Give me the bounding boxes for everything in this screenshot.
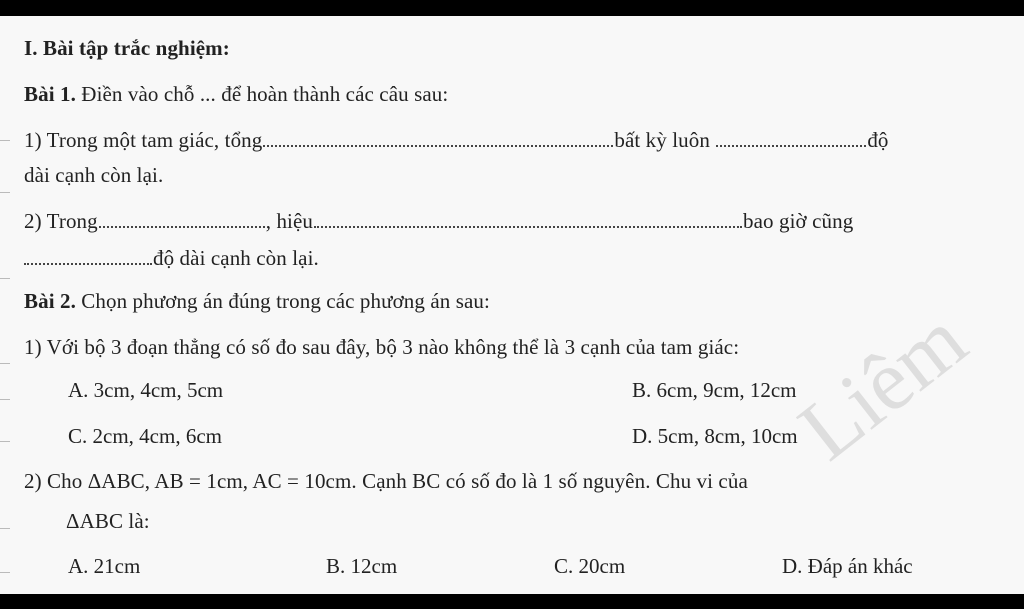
blank-field[interactable] [24,262,152,265]
bai2-q2-text: 2) Cho ΔABC, AB = 1cm, AC = 10cm. Cạnh BC có số đo là 1 số nguyên. Chu vi của [24,469,748,493]
bai1-label: Bài 1. [24,82,76,106]
margin-tick [0,572,10,573]
q2-text-c: bao giờ cũng [743,209,854,233]
margin-tick [0,278,10,279]
bai2-q2-option-c[interactable]: C. 20cm [554,554,626,578]
blank-field[interactable] [716,144,866,147]
q1-text-c: độ [867,128,889,152]
bai2-instruction: Chọn phương án đúng trong các phương án sau: [75,289,490,313]
bai1-q2-line1 [24,208,853,234]
q1-text-a: 1) Trong một tam giác, tổng [24,128,263,152]
bai1-instruction: Điền vào chỗ ... để hoàn thành các câu sau: [75,82,449,106]
q1-text-b: bất kỳ luôn [614,128,716,152]
bai1-q2-line2 [24,245,319,271]
watermark: Liêm [781,290,984,479]
margin-tick [0,192,10,193]
bai1-q1-line2: dài cạnh còn lại. [24,163,164,187]
q2-text-a: 2) Trong [24,209,98,233]
blank-field[interactable] [99,225,265,228]
bai2-q2-text2: ΔABC là: [66,509,150,533]
bai2-label: Bài 2. [24,289,76,313]
bai2-q1-option-b[interactable]: B. 6cm, 9cm, 12cm [632,378,797,402]
document-page [0,16,1024,594]
bai2-q1-option-d[interactable]: D. 5cm, 8cm, 10cm [632,424,798,448]
margin-tick [0,399,10,400]
q2-text-b: , hiệu [265,209,314,233]
q2-text-d: độ dài cạnh còn lại. [153,246,319,270]
bai2-heading [24,288,490,314]
bai2-q2-option-b[interactable]: B. 12cm [326,554,398,578]
margin-tick [0,528,10,529]
bai1-q1-line1 [24,127,889,153]
bai2-q1-option-a[interactable]: A. 3cm, 4cm, 5cm [68,378,224,402]
section-title: I. Bài tập trắc nghiệm: [24,36,230,60]
bai2-q2-option-a[interactable]: A. 21cm [68,554,141,578]
bai2-q1-option-c[interactable]: C. 2cm, 4cm, 6cm [68,424,222,448]
blank-field[interactable] [314,225,742,228]
bai1-heading [24,81,448,107]
bai2-q2-option-d[interactable]: D. Đáp án khác [782,554,913,578]
margin-tick [0,363,10,364]
blank-field[interactable] [263,144,613,147]
bai2-q1-text: 1) Với bộ 3 đoạn thẳng có số đo sau đây, bộ 3 nào không thể là 3 cạnh của tam giác: [24,335,740,359]
margin-tick [0,441,10,442]
margin-tick [0,140,10,141]
